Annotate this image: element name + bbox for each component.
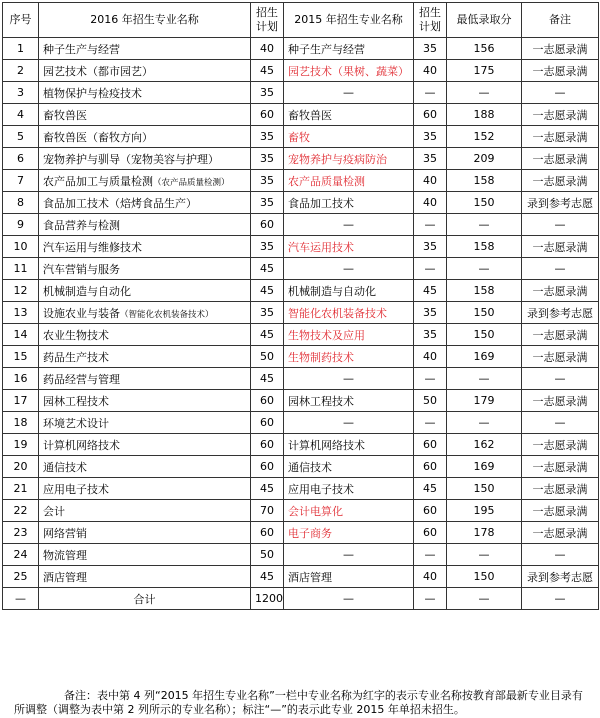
major-name-2016-text: 食品营养与检测	[43, 218, 120, 232]
row-no: 4	[3, 104, 39, 126]
plan-2016: 45	[251, 280, 284, 302]
plan-2015: —	[414, 258, 447, 280]
plan-2016: 35	[251, 148, 284, 170]
row-no: 23	[3, 522, 39, 544]
min-score: 150	[447, 478, 522, 500]
major-name-2016	[39, 38, 251, 60]
major-name-2016-text: 农业生物技术	[43, 328, 109, 342]
plan-2016: 40	[251, 38, 284, 60]
remark: 一志愿录满	[522, 170, 599, 192]
min-score: —	[447, 258, 522, 280]
major-name-2016-text: 汽车营销与服务	[43, 262, 120, 276]
major-name-2016-text: 种子生产与经营	[43, 42, 120, 56]
major-name-2016	[39, 236, 251, 258]
major-name-2015: 畜牧	[284, 126, 414, 148]
plan-2016: 45	[251, 478, 284, 500]
major-name-2015: 园林工程技术	[284, 390, 414, 412]
major-name-2016	[39, 368, 251, 390]
plan-2016: 60	[251, 434, 284, 456]
min-score: —	[447, 544, 522, 566]
header-plan-2016: 招生 计划	[251, 3, 284, 38]
major-name-2015: 电子商务	[284, 522, 414, 544]
table-row	[3, 148, 599, 170]
row-no: 18	[3, 412, 39, 434]
plan-2015: 60	[414, 522, 447, 544]
remark: 一志愿录满	[522, 390, 599, 412]
row-no: 21	[3, 478, 39, 500]
row-no: 13	[3, 302, 39, 324]
total-label: 合计	[39, 588, 251, 610]
major-name-2016-note: （智能化农机装备技术）	[120, 309, 214, 320]
remark: 一志愿录满	[522, 236, 599, 258]
major-name-2016-text: 物流管理	[43, 548, 87, 562]
major-name-2016	[39, 192, 251, 214]
major-name-2015: 宠物养护与疫病防治	[284, 148, 414, 170]
major-name-2016-note: （农产品质量检测）	[153, 177, 230, 188]
remark: 一志愿录满	[522, 456, 599, 478]
remark: —	[522, 214, 599, 236]
min-score: 150	[447, 324, 522, 346]
total-no: —	[3, 588, 39, 610]
table-row	[3, 434, 599, 456]
remark: 一志愿录满	[522, 324, 599, 346]
min-score: 158	[447, 280, 522, 302]
major-name-2016-text: 畜牧兽医	[43, 108, 87, 122]
major-name-2016	[39, 302, 251, 324]
min-score: 169	[447, 346, 522, 368]
table-row	[3, 346, 599, 368]
header-remark: 备注	[522, 3, 599, 38]
plan-2015: 35	[414, 148, 447, 170]
major-name-2016-text: 网络营销	[43, 526, 87, 540]
major-name-2015: 会计电算化	[284, 500, 414, 522]
header-no: 序号	[3, 3, 39, 38]
plan-2016: 50	[251, 346, 284, 368]
row-no: 20	[3, 456, 39, 478]
remark: —	[522, 412, 599, 434]
major-name-2016	[39, 60, 251, 82]
plan-2016: 35	[251, 170, 284, 192]
row-no: 19	[3, 434, 39, 456]
major-name-2016	[39, 126, 251, 148]
remark: 录到参考志愿	[522, 566, 599, 588]
remark: —	[522, 368, 599, 390]
min-score: —	[447, 368, 522, 390]
header-name-2015: 2015 年招生专业名称	[284, 3, 414, 38]
plan-2015: —	[414, 82, 447, 104]
table-row	[3, 82, 599, 104]
plan-2015: 60	[414, 500, 447, 522]
major-name-2015: —	[284, 214, 414, 236]
major-name-2016	[39, 104, 251, 126]
major-name-2015: 酒店管理	[284, 566, 414, 588]
plan-2016: 60	[251, 412, 284, 434]
plan-2015: 50	[414, 390, 447, 412]
remark: 一志愿录满	[522, 38, 599, 60]
remark: 一志愿录满	[522, 104, 599, 126]
plan-2016: 60	[251, 456, 284, 478]
major-name-2016	[39, 500, 251, 522]
min-score: 188	[447, 104, 522, 126]
major-name-2015: 园艺技术（果树、蔬菜）	[284, 60, 414, 82]
major-name-2016-text: 农产品加工与质量检测	[43, 174, 153, 188]
row-no: 22	[3, 500, 39, 522]
remark: 一志愿录满	[522, 522, 599, 544]
major-name-2016	[39, 214, 251, 236]
major-name-2016-text: 机械制造与自动化	[43, 284, 131, 298]
major-name-2016-text: 宠物养护与驯导（宠物美容与护理）	[43, 152, 219, 166]
row-no: 14	[3, 324, 39, 346]
major-name-2016	[39, 148, 251, 170]
remark: 一志愿录满	[522, 500, 599, 522]
row-no: 10	[3, 236, 39, 258]
table-row	[3, 566, 599, 588]
major-name-2015: 通信技术	[284, 456, 414, 478]
major-name-2016-text: 药品生产技术	[43, 350, 109, 364]
remark: —	[522, 544, 599, 566]
row-no: 11	[3, 258, 39, 280]
remark: 一志愿录满	[522, 148, 599, 170]
admissions-table	[2, 2, 599, 610]
remark: 一志愿录满	[522, 280, 599, 302]
row-no: 7	[3, 170, 39, 192]
remark: —	[522, 258, 599, 280]
major-name-2015: 机械制造与自动化	[284, 280, 414, 302]
major-name-2016-text: 药品经营与管理	[43, 372, 120, 386]
table-row	[3, 236, 599, 258]
plan-2016: 45	[251, 258, 284, 280]
row-no: 17	[3, 390, 39, 412]
table-row	[3, 302, 599, 324]
plan-2015: 40	[414, 170, 447, 192]
header-name-2016: 2016 年招生专业名称	[39, 3, 251, 38]
major-name-2015: 种子生产与经营	[284, 38, 414, 60]
remark: 一志愿录满	[522, 60, 599, 82]
major-name-2016-text: 通信技术	[43, 460, 87, 474]
row-no: 24	[3, 544, 39, 566]
remark: —	[522, 82, 599, 104]
row-no: 6	[3, 148, 39, 170]
footnote: 备注：表中第 4 列“2015 年招生专业名称”一栏中专业名称为红字的表示专业名称按教育部最新专业目录有所调整（调整为表中第 2 列所示的专业名称）；标注“—”的表示此专业 2015 年单招未招生。	[14, 689, 583, 716]
table-row	[3, 522, 599, 544]
major-name-2016	[39, 170, 251, 192]
table-row	[3, 500, 599, 522]
total-name-2015: —	[284, 588, 414, 610]
plan-2015: 35	[414, 126, 447, 148]
major-name-2016-text: 园艺技术（都市园艺）	[43, 64, 153, 78]
major-name-2016	[39, 478, 251, 500]
remark: 录到参考志愿	[522, 192, 599, 214]
min-score: 195	[447, 500, 522, 522]
plan-2015: 45	[414, 280, 447, 302]
plan-2016: 35	[251, 236, 284, 258]
major-name-2015: 生物技术及应用	[284, 324, 414, 346]
major-name-2015: —	[284, 82, 414, 104]
plan-2016: 35	[251, 82, 284, 104]
plan-2015: —	[414, 544, 447, 566]
table-row	[3, 192, 599, 214]
major-name-2016	[39, 82, 251, 104]
remark: 一志愿录满	[522, 126, 599, 148]
row-no: 12	[3, 280, 39, 302]
plan-2016: 70	[251, 500, 284, 522]
remark: 录到参考志愿	[522, 302, 599, 324]
plan-2016: 45	[251, 324, 284, 346]
major-name-2016	[39, 544, 251, 566]
min-score: 209	[447, 148, 522, 170]
major-name-2016	[39, 456, 251, 478]
major-name-2016-text: 畜牧兽医（畜牧方向）	[43, 130, 153, 144]
major-name-2016-text: 园林工程技术	[43, 394, 109, 408]
total-plan-2015: —	[414, 588, 447, 610]
plan-2016: 60	[251, 104, 284, 126]
plan-2016: 45	[251, 368, 284, 390]
plan-2015: 60	[414, 104, 447, 126]
major-name-2016-text: 应用电子技术	[43, 482, 109, 496]
row-no: 16	[3, 368, 39, 390]
plan-2015: 45	[414, 478, 447, 500]
major-name-2015: 计算机网络技术	[284, 434, 414, 456]
row-no: 2	[3, 60, 39, 82]
table-row	[3, 104, 599, 126]
table-row	[3, 368, 599, 390]
remark: 一志愿录满	[522, 434, 599, 456]
table-row	[3, 258, 599, 280]
table-row	[3, 126, 599, 148]
table-row	[3, 412, 599, 434]
major-name-2016-text: 设施农业与装备	[43, 306, 120, 320]
plan-2016: 35	[251, 192, 284, 214]
min-score: —	[447, 412, 522, 434]
row-no: 9	[3, 214, 39, 236]
remark: 一志愿录满	[522, 478, 599, 500]
min-score: 150	[447, 566, 522, 588]
major-name-2015: 农产品质量检测	[284, 170, 414, 192]
major-name-2016	[39, 390, 251, 412]
table-row	[3, 60, 599, 82]
major-name-2016	[39, 412, 251, 434]
major-name-2016-text: 会计	[43, 504, 65, 518]
plan-2016: 35	[251, 126, 284, 148]
total-row	[3, 588, 599, 610]
table-row	[3, 390, 599, 412]
major-name-2015: —	[284, 544, 414, 566]
plan-2015: 60	[414, 456, 447, 478]
plan-2015: —	[414, 214, 447, 236]
row-no: 5	[3, 126, 39, 148]
plan-2015: —	[414, 412, 447, 434]
total-remark: —	[522, 588, 599, 610]
major-name-2015: 汽车运用技术	[284, 236, 414, 258]
header-min-score: 最低录取分	[447, 3, 522, 38]
table-row	[3, 478, 599, 500]
major-name-2015: —	[284, 412, 414, 434]
table-row	[3, 170, 599, 192]
major-name-2016-text: 酒店管理	[43, 570, 87, 584]
row-no: 1	[3, 38, 39, 60]
table-row	[3, 214, 599, 236]
major-name-2015: 生物制药技术	[284, 346, 414, 368]
min-score: 179	[447, 390, 522, 412]
major-name-2016	[39, 522, 251, 544]
table-row	[3, 544, 599, 566]
table-row	[3, 324, 599, 346]
header-row	[3, 3, 599, 38]
major-name-2016-text: 汽车运用与维修技术	[43, 240, 142, 254]
plan-2016: 35	[251, 302, 284, 324]
plan-2015: 35	[414, 324, 447, 346]
row-no: 3	[3, 82, 39, 104]
min-score: 162	[447, 434, 522, 456]
major-name-2016	[39, 324, 251, 346]
plan-2015: 40	[414, 60, 447, 82]
row-no: 15	[3, 346, 39, 368]
plan-2015: 35	[414, 302, 447, 324]
total-min-score: —	[447, 588, 522, 610]
major-name-2016	[39, 566, 251, 588]
table-row	[3, 38, 599, 60]
plan-2015: 35	[414, 236, 447, 258]
major-name-2016	[39, 280, 251, 302]
major-name-2015: 应用电子技术	[284, 478, 414, 500]
major-name-2016	[39, 434, 251, 456]
plan-2015: 40	[414, 566, 447, 588]
major-name-2016-text: 植物保护与检疫技术	[43, 86, 142, 100]
plan-2015: 60	[414, 434, 447, 456]
plan-2015: 35	[414, 38, 447, 60]
major-name-2016-text: 计算机网络技术	[43, 438, 120, 452]
major-name-2016	[39, 258, 251, 280]
plan-2016: 60	[251, 390, 284, 412]
plan-2016: 50	[251, 544, 284, 566]
major-name-2015: —	[284, 368, 414, 390]
min-score: 158	[447, 236, 522, 258]
min-score: 150	[447, 302, 522, 324]
min-score: —	[447, 82, 522, 104]
plan-2015: 40	[414, 192, 447, 214]
min-score: 175	[447, 60, 522, 82]
min-score: 150	[447, 192, 522, 214]
plan-2015: 40	[414, 346, 447, 368]
header-plan-2015: 招生 计划	[414, 3, 447, 38]
min-score: 152	[447, 126, 522, 148]
table-row	[3, 456, 599, 478]
plan-2016: 60	[251, 522, 284, 544]
min-score: —	[447, 214, 522, 236]
major-name-2016-text: 环境艺术设计	[43, 416, 109, 430]
plan-2016: 45	[251, 566, 284, 588]
min-score: 178	[447, 522, 522, 544]
major-name-2015: —	[284, 258, 414, 280]
row-no: 25	[3, 566, 39, 588]
major-name-2015: 食品加工技术	[284, 192, 414, 214]
row-no: 8	[3, 192, 39, 214]
major-name-2016	[39, 346, 251, 368]
min-score: 158	[447, 170, 522, 192]
plan-2015: —	[414, 368, 447, 390]
major-name-2015: 畜牧兽医	[284, 104, 414, 126]
major-name-2016-text: 食品加工技术（焙烤食品生产）	[43, 196, 197, 210]
plan-2016: 60	[251, 214, 284, 236]
remark: 一志愿录满	[522, 346, 599, 368]
plan-2016: 45	[251, 60, 284, 82]
major-name-2015: 智能化农机装备技术	[284, 302, 414, 324]
min-score: 169	[447, 456, 522, 478]
table-row	[3, 280, 599, 302]
total-plan-2016: 1200	[251, 588, 284, 610]
min-score: 156	[447, 38, 522, 60]
